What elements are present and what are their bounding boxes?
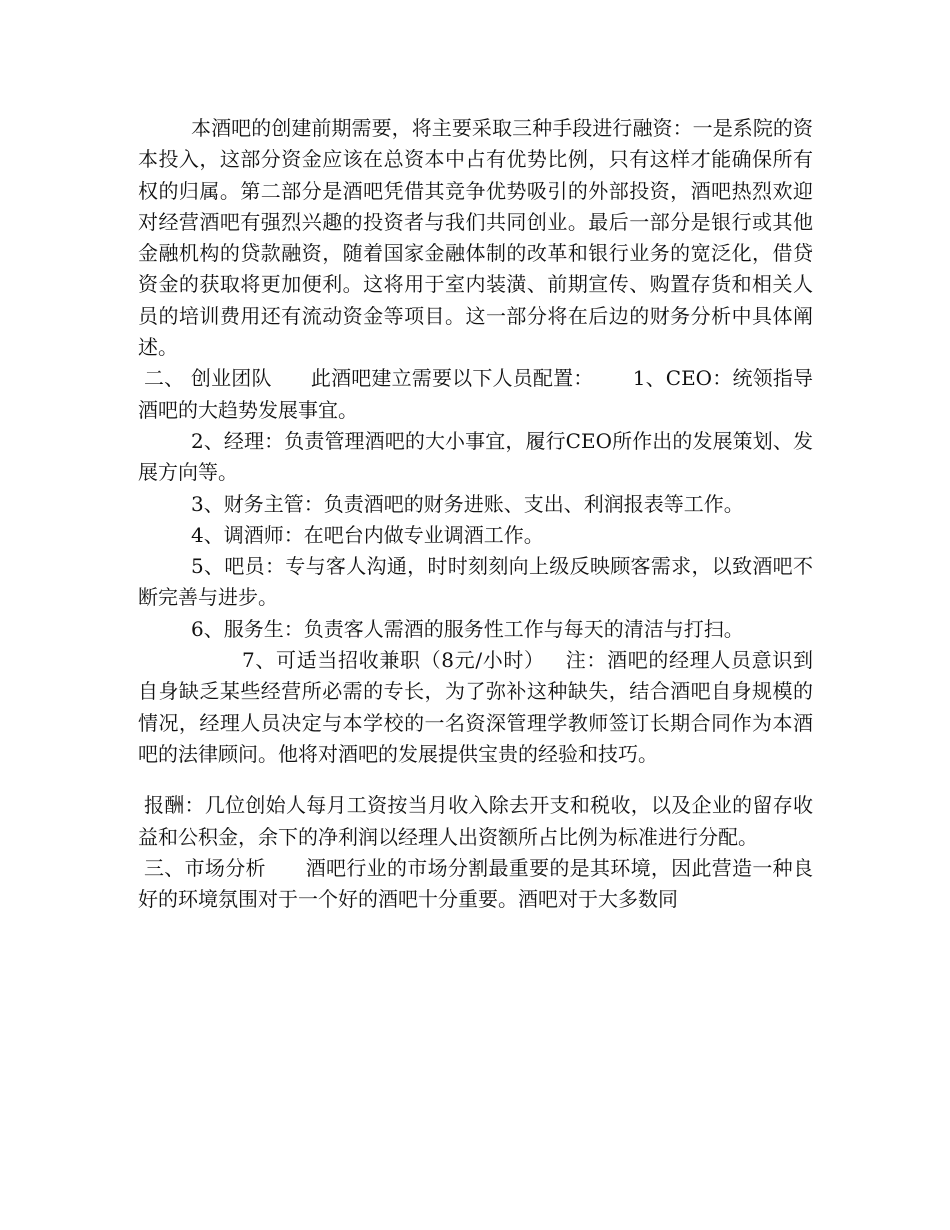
document-page bbox=[138, 113, 813, 915]
paragraph-role-bartender: 4、调酒师：在吧台内做专业调酒工作。 bbox=[191, 522, 544, 547]
paragraph-compensation: 报酬：几位创始人每月工资按当月收入除去开支和税收，以及企业的留存收益和公积金，余下的净利润以经理人出资额所占比例为标准进行分配。 bbox=[138, 793, 813, 849]
paragraph-role-staff: 5、吧员：专与客人沟通，时时刻刻向上级反映顾客需求，以致酒吧不断完善与进步。 bbox=[138, 554, 813, 610]
paragraph-role-waiter: 6、服务生：负责客人需酒的服务性工作与每天的清洁与打扫。 bbox=[191, 616, 744, 641]
paragraph-team-heading: 二、 创业团队 此酒吧建立需要以下人员配置： 1、CEO：统领指导酒吧的大趋势发展事宜。 bbox=[138, 366, 813, 422]
paragraph-role-finance: 3、财务主管：负责酒吧的财务进账、支出、利润报表等工作。 bbox=[191, 491, 744, 516]
paragraph-market-analysis: 三、市场分析 酒吧行业的市场分割最重要的是其环境，因此营造一种良好的环境氛围对于一个好的酒吧十分重要。酒吧对于大多数同 bbox=[138, 855, 813, 912]
paragraph-role-manager: 2、经理：负责管理酒吧的大小事宜，履行CEO所作出的发展策划、发展方向等。 bbox=[138, 428, 813, 485]
paragraph-financing: 本酒吧的创建前期需要，将主要采取三种手段进行融资：一是系院的资本投入，这部分资金应该在总资本中占有优势比例，只有这样才能确保所有权的归属。第二部分是酒吧凭借其竞争优势吸引的外部投资，酒吧热烈欢迎对经营酒吧有强烈兴趣的投资者与我们共同创业。最后一部分是银行或其他金融机构的贷款融资，随着国家金融体制的改革和银行业务的宽泛化，借贷资金的获取将更加便利。这将用于室内装潢、前期宣传、购置存货和相关人员的培训费用还有流动资金等项目。这一部分将在后边的财务分析中具体阐述。 bbox=[138, 116, 813, 360]
paragraph-role-parttime: 7、可适当招收兼职（8元/小时） 注：酒吧的经理人员意识到自身缺乏某些经营所必需的专长，为了弥补这种缺失，结合酒吧自身规模的情况，经理人员决定与本学校的一名资深管理学教师签订长期合同作为本酒吧的法律顾问。他将对酒吧的发展提供宝贵的经验和技巧。 bbox=[138, 648, 813, 766]
